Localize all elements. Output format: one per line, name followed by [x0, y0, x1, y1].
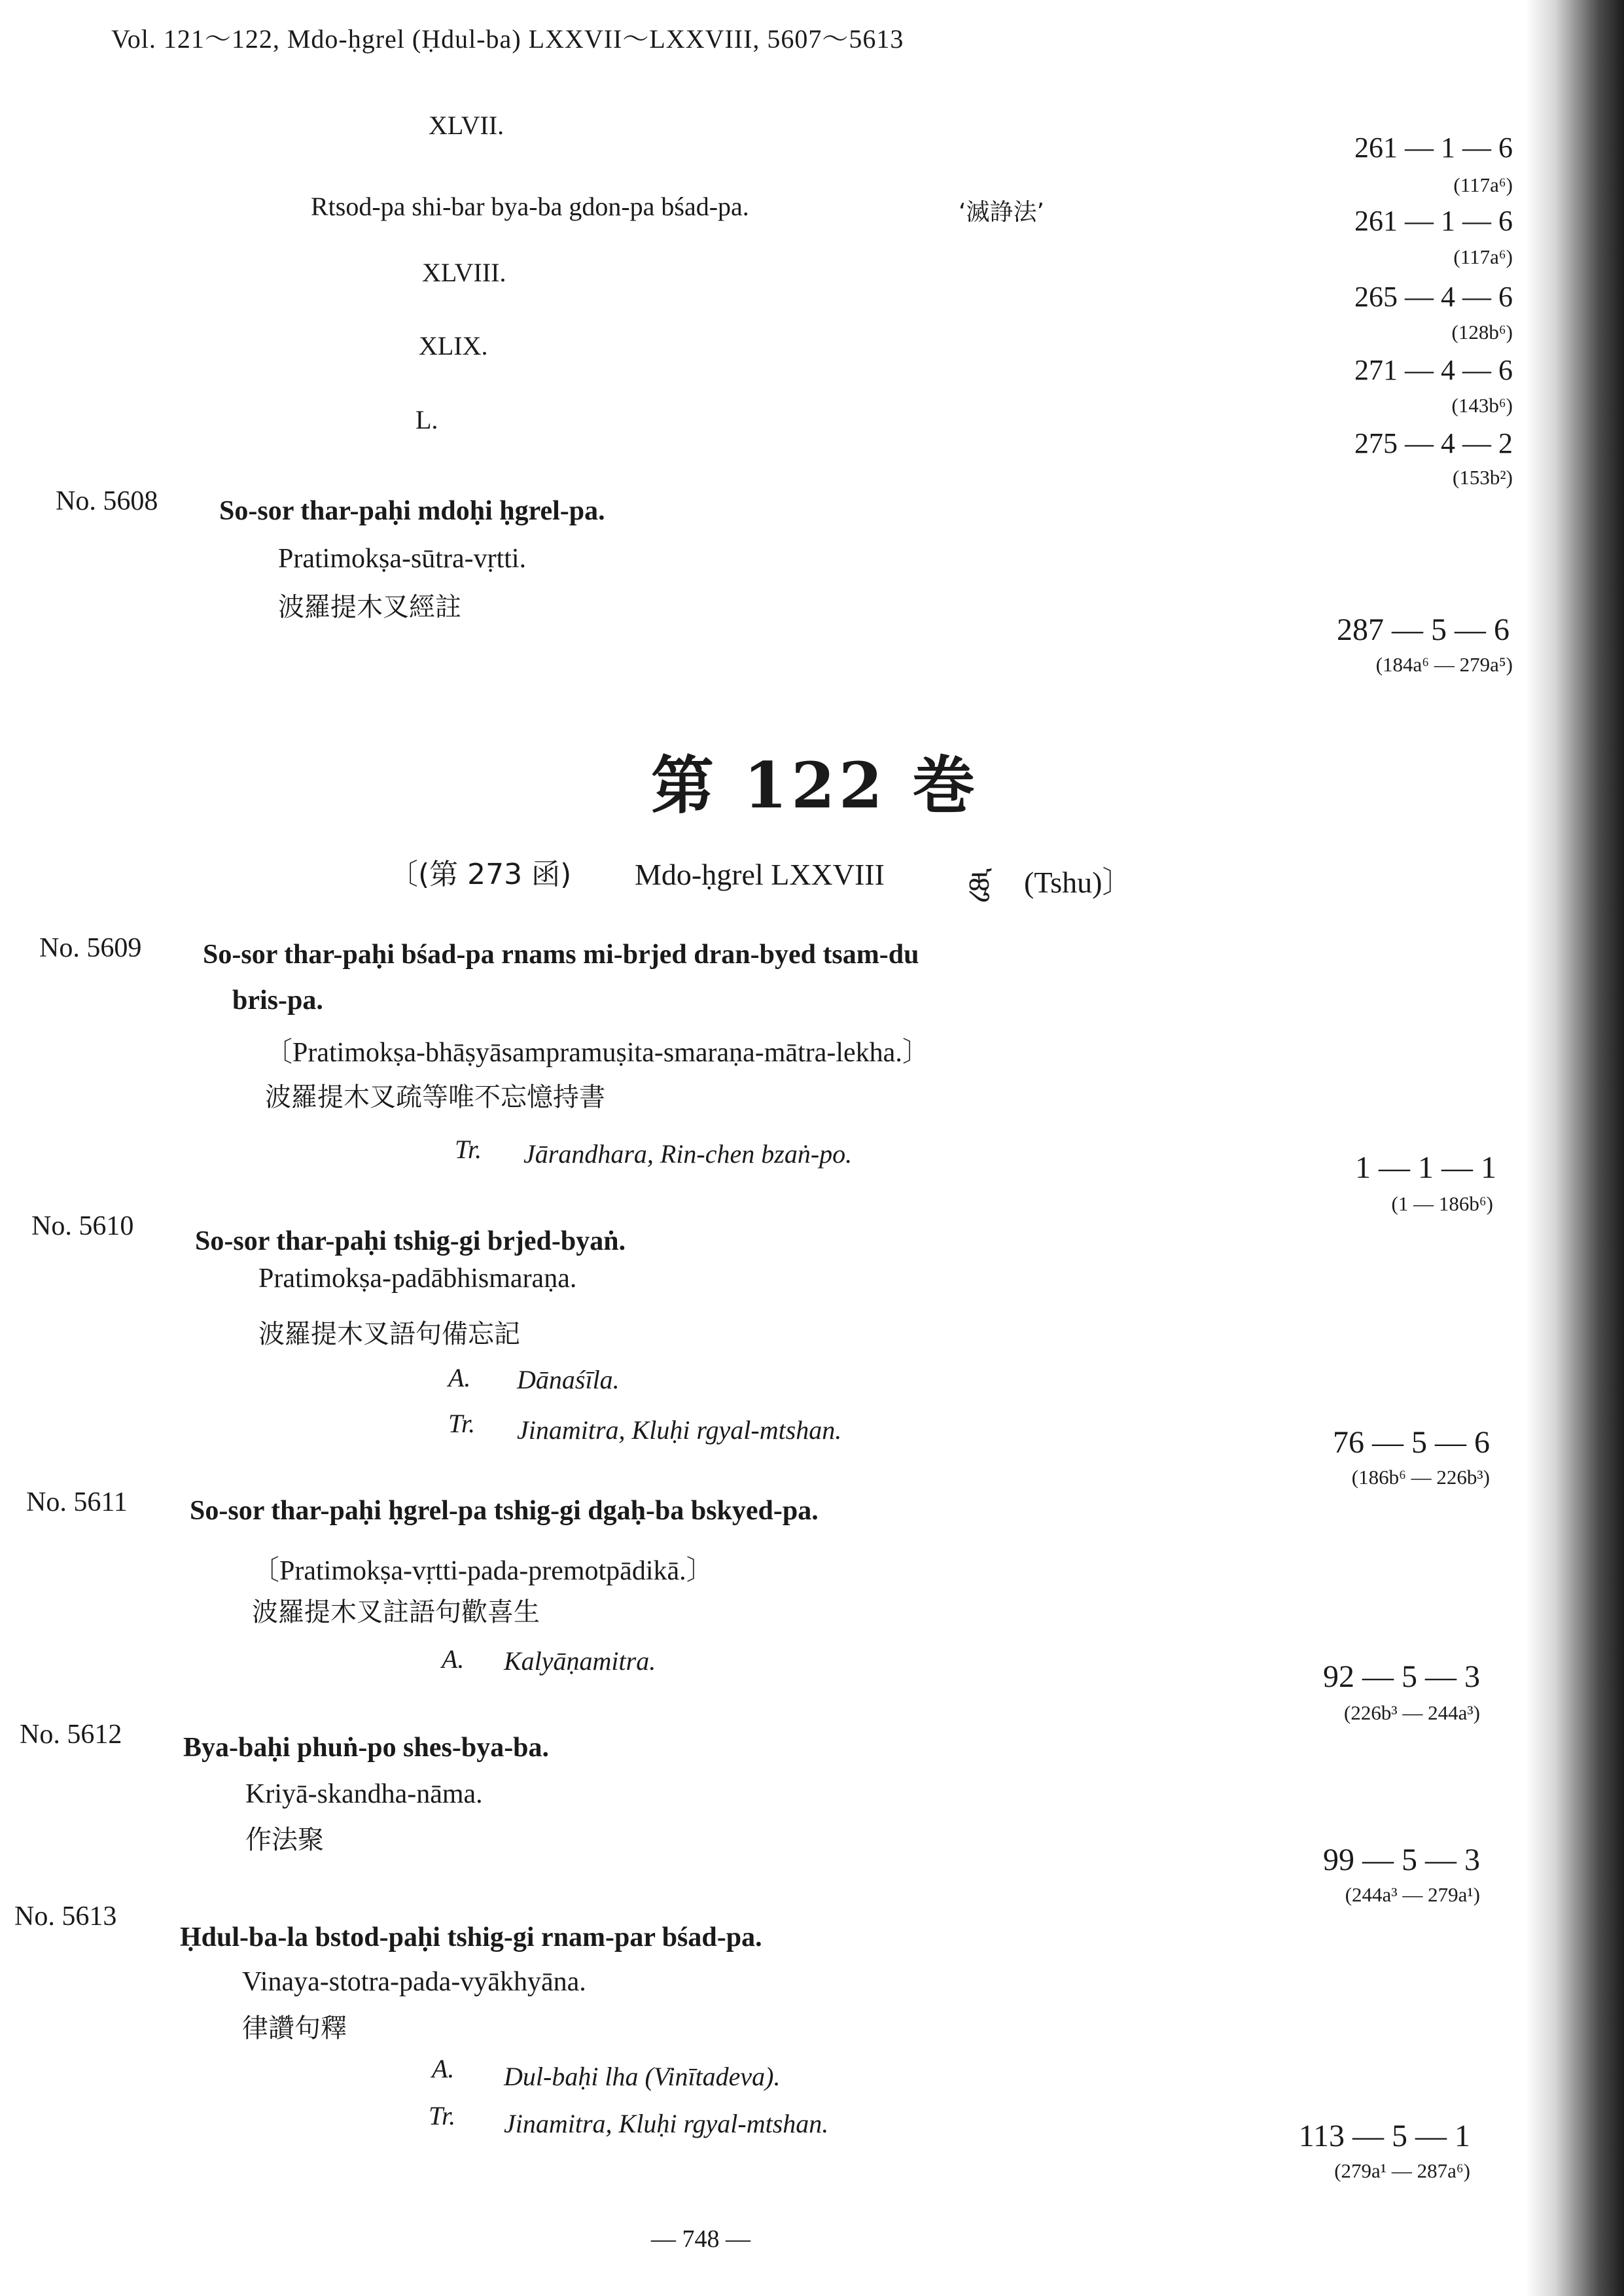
- ref-number: 76 — 5 — 6: [1333, 1425, 1490, 1460]
- entry-sanskrit: 〔Pratimokṣa-vṛtti-pada-premotpādikā.〕: [252, 1556, 714, 1586]
- ref-number: 261 — 1 — 6: [1354, 205, 1513, 237]
- ref-folio: (153b²): [1453, 466, 1513, 489]
- ref-folio: (184a⁶ — 279a⁵): [1375, 653, 1513, 676]
- entry-sanskrit: Vinaya-stotra-pada-vyākhyāna.: [242, 1967, 586, 1997]
- translator: Jinamitra, Kluḥi rgyal-mtshan.: [517, 1415, 842, 1445]
- entry-chinese: 作法聚: [245, 1825, 324, 1855]
- section-open: 〔(第 273 函): [389, 858, 572, 891]
- ref-number: 265 — 4 — 6: [1354, 281, 1513, 313]
- translator-label: Tr.: [429, 2101, 456, 2130]
- section-title: Rtsod-pa shi-bar bya-ba gdon-pa bśad-pa.: [311, 192, 749, 221]
- ref-number: 287 — 5 — 6: [1337, 612, 1509, 647]
- ref-number: 99 — 5 — 3: [1323, 1843, 1480, 1877]
- section-close: (Tshu)〕: [1024, 866, 1133, 899]
- author: Dānaśīla.: [517, 1365, 620, 1394]
- ref-number: 275 — 4 — 2: [1354, 427, 1513, 459]
- entry-chinese: 波羅提木叉經註: [278, 592, 461, 622]
- ref-folio: (143b⁶): [1451, 394, 1513, 417]
- ref-folio: (128b⁶): [1451, 321, 1513, 344]
- section-label: XLVII.: [429, 111, 504, 140]
- translator-label: Tr.: [455, 1135, 482, 1164]
- entry-chinese: 波羅提木叉註語句歡喜生: [252, 1597, 540, 1627]
- entry-title: So-sor thar-paḥi mdoḥi ḥgrel-pa.: [219, 496, 605, 526]
- translator: Jinamitra, Kluḥi rgyal-mtshan.: [504, 2109, 829, 2138]
- entry-title: Ḥdul-ba-la bstod-paḥi tshig-gi rnam-par bśad-pa.: [180, 1922, 762, 1952]
- ref-folio: (279a¹ — 287a⁶): [1334, 2159, 1470, 2182]
- entry-chinese: 波羅提木叉語句備忘記: [258, 1319, 520, 1349]
- tibetan-letter: ཚུ: [968, 866, 990, 901]
- section-title-cjk: ‘滅諍法’: [959, 199, 1044, 226]
- entry-title: Bya-baḥi phuṅ-po shes-bya-ba.: [183, 1733, 550, 1763]
- ref-folio: (244a³ — 279a¹): [1345, 1883, 1480, 1906]
- section-label: XLVIII.: [422, 258, 506, 287]
- author-label: A.: [442, 1644, 465, 1674]
- entry-number: No. 5613: [14, 1901, 117, 1932]
- section-label: L.: [415, 405, 438, 434]
- page-number: — 748 —: [651, 2225, 750, 2253]
- ref-folio: (226b³ — 244a³): [1344, 1701, 1480, 1724]
- entry-number: No. 5612: [20, 1720, 122, 1750]
- section-name: Mdo-ḥgrel LXXVIII: [635, 858, 885, 891]
- entry-sanskrit: Kriyā-skandha-nāma.: [245, 1779, 483, 1809]
- ref-number: 1 — 1 — 1: [1355, 1150, 1496, 1185]
- author-label: A.: [448, 1363, 471, 1392]
- entry-sanskrit: Pratimokṣa-padābhismaraṇa.: [258, 1263, 577, 1294]
- entry-number: No. 5610: [31, 1211, 134, 1241]
- translator: Jārandhara, Rin-chen bzaṅ-po.: [523, 1139, 853, 1169]
- ref-folio: (1 — 186b⁶): [1391, 1192, 1493, 1215]
- ref-number: 113 — 5 — 1: [1298, 2119, 1470, 2153]
- entry-title: So-sor thar-paḥi tshig-gi brjed-byaṅ.: [195, 1226, 626, 1256]
- ref-number: 271 — 4 — 6: [1354, 354, 1513, 386]
- entry-number: No. 5611: [26, 1487, 128, 1517]
- translator-label: Tr.: [448, 1409, 476, 1438]
- ref-folio: (117a⁶): [1453, 173, 1513, 196]
- author: Dul-baḥi lha (Vinītadeva).: [504, 2062, 781, 2091]
- volume-title: 第 122 巻: [651, 749, 980, 822]
- ref-folio: (117a⁶): [1453, 245, 1513, 268]
- running-head: Vol. 121〜122, Mdo-ḥgrel (Ḥdul-ba) LXXVII〜LXXVIII, 5607〜5613: [111, 24, 904, 54]
- section-label: XLIX.: [419, 331, 488, 361]
- entry-title: So-sor thar-paḥi bśad-pa rnams mi-brjed dran-byed tsam-du: [203, 940, 919, 970]
- entry-title: So-sor thar-paḥi ḥgrel-pa tshig-gi dgaḥ-ba bskyed-pa.: [190, 1496, 819, 1526]
- entry-chinese: 律讚句釋: [242, 2013, 347, 2043]
- entry-number: No. 5609: [39, 933, 142, 963]
- entry-number: No. 5608: [56, 486, 158, 516]
- ref-number: 92 — 5 — 3: [1323, 1659, 1480, 1694]
- author: Kalyāṇamitra.: [504, 1646, 656, 1676]
- ref-number: 261 — 1 — 6: [1354, 132, 1513, 164]
- ref-folio: (186b⁶ — 226b³): [1351, 1466, 1490, 1489]
- scan-edge-shadow: [1526, 0, 1624, 2296]
- entry-sanskrit: 〔Pratimokṣa-bhāṣyāsampramuṣita-smaraṇa-mātra-lekha.〕: [265, 1038, 930, 1068]
- author-label: A.: [432, 2054, 455, 2083]
- entry-sanskrit: Pratimokṣa-sūtra-vṛtti.: [278, 544, 527, 574]
- entry-chinese: 波羅提木叉疏等唯不忘憶持書: [265, 1082, 605, 1112]
- entry-title-cont: bris-pa.: [232, 985, 323, 1016]
